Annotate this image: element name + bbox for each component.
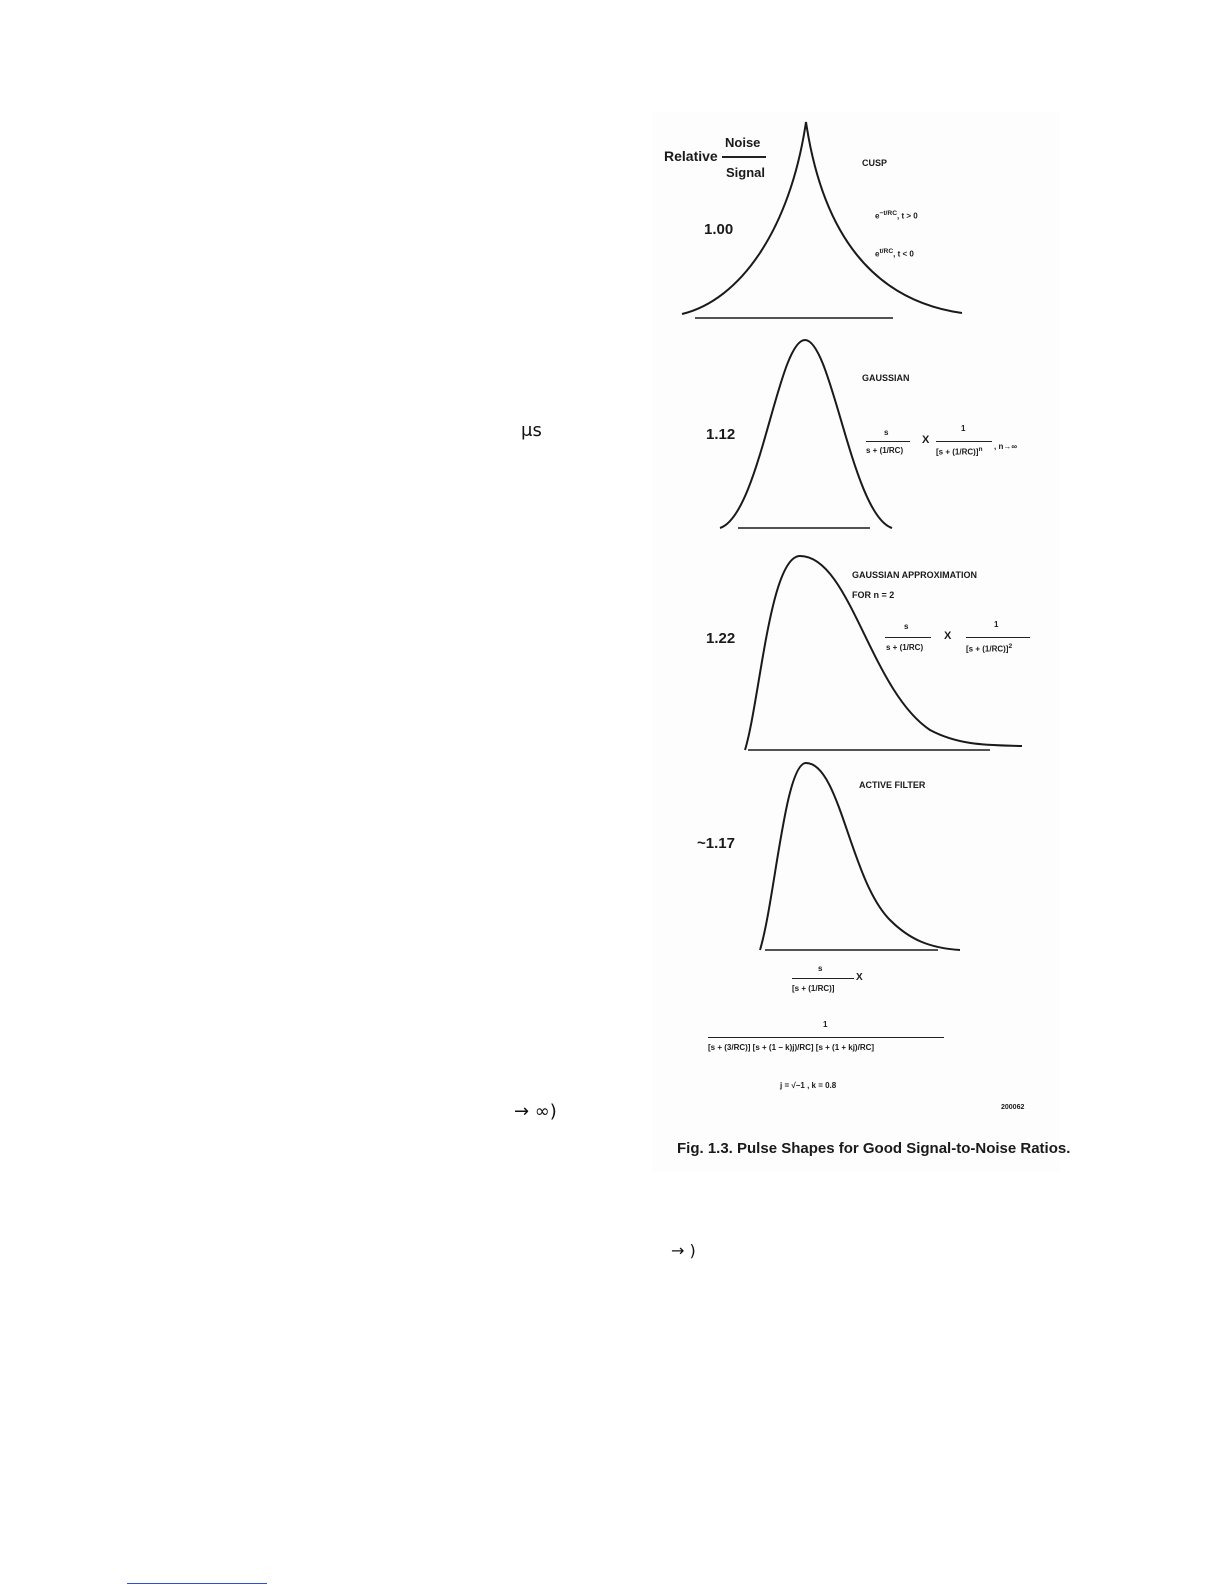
gaussian-frac1-denominator: s + (1/RC) [866, 446, 904, 455]
active-filter-frac1-denominator: [s + (1/RC)] [792, 984, 835, 993]
gaussian-frac2-rule [936, 441, 992, 442]
gaussian-approx-frac2-denominator: $[s + (1/RC)]^2$ [966, 643, 1013, 654]
active-filter-frac2-numerator: 1 [823, 1020, 828, 1029]
arrow-paren-fragment: → ) [671, 1241, 696, 1260]
cusp-formula-line1: $e^{-t/RC}$, t > 0 [875, 210, 918, 221]
signal-label: Signal [726, 165, 766, 180]
microseconds-fragment: μs [521, 420, 542, 441]
active-filter-ratio: ~1.17 [697, 835, 735, 852]
footnote-separator [127, 1583, 267, 1584]
gaussian-approx-label: GAUSSIAN APPROXIMATION [852, 570, 978, 580]
gaussian-label: GAUSSIAN [862, 373, 910, 383]
gaussian-approx-times: X [944, 630, 952, 642]
drawing-number: 200062 [1001, 1104, 1025, 1111]
gaussian-frac1-rule [866, 441, 910, 442]
active-filter-constants: j = √−1 , k = 0.8 [780, 1081, 837, 1090]
cusp-ratio: 1.00 [704, 221, 734, 238]
gaussian-approx-frac1-rule [885, 637, 931, 638]
gaussian-approx-sublabel: FOR n = 2 [852, 590, 895, 600]
gaussian-frac1-numerator: s [884, 428, 889, 437]
active-filter-frac2-denominator: [s + (3/RC)] [s + (1 − k)j)/RC] [s + (1 + kj)/RC] [708, 1043, 875, 1052]
gaussian-frac2-numerator: 1 [961, 424, 966, 433]
gaussian-times: X [922, 434, 930, 446]
active-filter-frac1-numerator: s [818, 964, 823, 973]
active-filter-label: ACTIVE FILTER [859, 780, 926, 790]
cusp-label: CUSP [862, 158, 888, 168]
gaussian-approx-frac2-rule [966, 637, 1030, 638]
gaussian-curve [720, 340, 892, 528]
active-filter-times: X [856, 972, 863, 983]
cusp-formula-line2: $e^{t/RC}$, t < 0 [875, 248, 914, 259]
noise-label: Noise [725, 135, 761, 150]
gaussian-ratio: 1.12 [706, 426, 736, 443]
gaussian-approx-frac2-numerator: 1 [994, 620, 999, 629]
cusp-curve [682, 122, 962, 314]
active-filter-frac1-rule [792, 978, 854, 979]
gaussian-approx-frac1-numerator: s [904, 622, 909, 631]
figure-caption: Fig. 1.3. Pulse Shapes for Good Signal-to-Noise Ratios. [677, 1140, 1071, 1157]
active-filter-frac2-rule [708, 1037, 944, 1038]
gaussian-suffix: , n→∞ [994, 442, 1018, 451]
gaussian-approx-ratio: 1.22 [706, 630, 736, 647]
gaussian-approx-frac1-denominator: s + (1/RC) [886, 643, 924, 652]
relative-label: Relative [664, 148, 718, 164]
gaussian-frac2-denominator: $[s + (1/RC)]^n$ [936, 446, 983, 457]
active-filter-curve [760, 763, 960, 950]
arrow-infinity-fragment: → ∞) [514, 1101, 557, 1122]
